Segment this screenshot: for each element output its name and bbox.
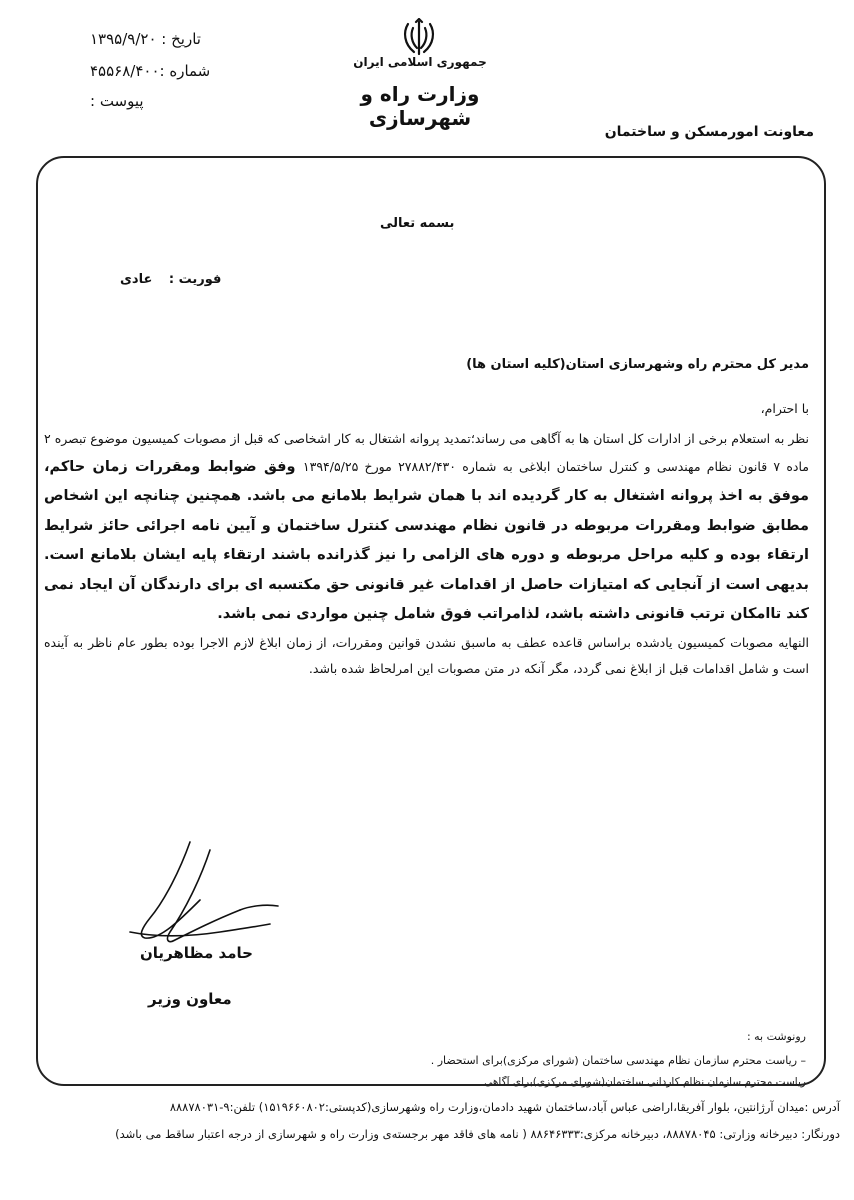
letter-number: شماره :۴۵۵۶۸/۴۰۰ [90,62,211,80]
signer-title: معاون وزیر [148,990,232,1008]
priority-label: فوریت : [168,272,222,287]
letter-body [44,426,809,683]
salutation: با احترام، [760,401,809,416]
priority-value: عادی [120,272,153,287]
iran-emblem-icon [400,18,438,58]
cc-recipient-2: ریاست محترم سازمان نظام کاردانی ساختمان(شورای مرکزی)برای آگاهی [484,1076,806,1088]
addressee: مدیر کل محترم راه وشهرسازی استان(کلیه استان ها) [466,357,809,372]
bismillah: بسمه تعالی [380,216,455,231]
letter-date: تاریخ : ۱۳۹۵/۹/۲۰ [90,30,201,48]
paragraph-1 [44,426,809,630]
priority-field [120,272,221,287]
handwritten-signature [120,840,290,960]
cc-recipient-1: – ریاست محترم سازمان نظام مهندسی ساختمان (شورای مرکزی)برای استحضار . [430,1054,806,1067]
deputy-office: معاونت امورمسکن و ساختمان [604,124,814,140]
paragraph-1-regular: نظر به استعلام برخی از ادارات کل استان ها به آگاهی می رساند؛تمدید پروانه اشتغال به کار اشخاصی که قبل از مصوبات کمیسیون موضوع تبصره ۲ ماده ۷ قانون نظام مهندسی و کنترل ساختمان ابلاغی به شماره ۲۷۸۸۲/۴۳۰ مورخ ۱۳۹۴/۵/۲۵ [44,431,810,474]
footer-address: آدرس :میدان آرژانتین، بلوار آفریقا،اراضی عباس آباد،ساختمان شهید دادمان،وزارت راه وشهرسازی(کدپستی:۱۵۱۹۶۶۰۸۰۲) تلفن:۹-۸۸۸۷۸۰۳۱ [169,1100,840,1114]
paragraph-1-bold: وفق ضوابط ومقررات زمان حاکم، موفق به اخذ پروانه اشتغال به کار گردیده اند با همان شرایط بلامانع می باشد. همچنین چنانچه این اشخاص مطابق ضوابط ومقررات مربوطه در قانون نظام مهندسی کنترل ساختمان و آیین نامه اجرائی حائز شرایط ارتقاء بوده و کلیه مراحل مربوطه و دوره های الزامی را نیز گذرانده باشند ارتقاء پایه ایشان بلامانع است. بدیهی است از آنجایی که امتیازات حاصل از اقدامات غیر قانونی حق مکتسبه ای برای دارندگان آن ایجاد نمی کند تاامکان ترتب قانونی داشته باشد، لذامراتب فوق شامل چنین مواردی نمی باشد. [44,458,809,622]
ministry-name: وزارت راه و شهرسازی [360,82,480,130]
cc-title: رونوشت به : [746,1030,806,1043]
letter-attachment: پیوست : [90,92,144,110]
signer-name: حامد مظاهریان [140,944,253,962]
paragraph-2: النهایه مصوبات کمیسیون یادشده براساس قاعده عطف به ماسبق نشدن قوانین ومقررات، از زمان ابلاغ لازم الاجرا بوده بطور عام ناظر به آینده است و شامل اقدامات قبل از ابلاغ نمی گردد، مگر آنکه در متن مصوبات این امرلحاظ شده باشد. [44,634,809,676]
footer-fax: دورنگار: دبیرخانه وزارتی: ۸۸۸۷۸۰۴۵، دبیرخانه مرکزی:۸۸۶۴۶۳۳۳ ( نامه های فاقد مهر برجسته‌ی وزارت راه و شهرسازی از درجه اعتبار ساقط می باشد) [115,1127,840,1141]
republic-name: جمهوری اسلامی ایران [353,55,487,69]
